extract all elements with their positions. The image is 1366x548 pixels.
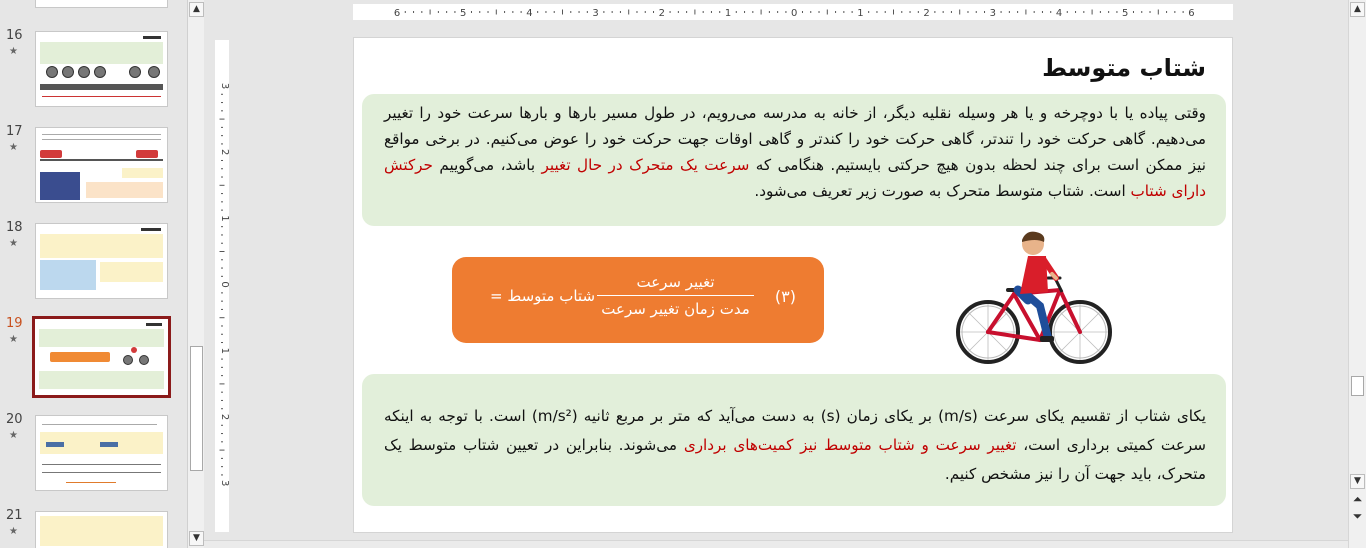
slide-thumbnail-pane bbox=[0, 0, 204, 548]
text-run: است. شتاب متوسط متحرک به صورت زیر تعریف می‌شود. bbox=[754, 182, 1131, 200]
ruler-label: 1 bbox=[857, 8, 864, 19]
ruler-label: 3 bbox=[989, 8, 996, 19]
thumbnail-scrollbar[interactable] bbox=[187, 0, 204, 548]
highlighted-text: تغییر سرعت و شتاب متوسط نیز کمیت‌های برداری bbox=[683, 436, 1017, 454]
animation-star-icon: ★ bbox=[9, 238, 18, 249]
ruler-label: 3 bbox=[592, 8, 599, 19]
ruler-label: 5 bbox=[460, 8, 467, 19]
scroll-down-button[interactable]: ▼ bbox=[1350, 474, 1365, 489]
horizontal-ruler[interactable] bbox=[353, 4, 1233, 20]
vertical-ruler[interactable] bbox=[215, 40, 229, 532]
previous-slide-button[interactable]: ⏶ bbox=[1352, 492, 1363, 506]
text-run: وقتی پیاده یا با دوچرخه و یا هر وسیله نقلیه دیگر، از خانه به مدرسه می‌رویم، در طول مسیر بارها و بارها سرعت خود را تغییر می‌دهیم. گاهی حرکت خود را تندتر، گاهی حرکت خود را کندتر و گاهی اوقات جهت حرکت خود را عوض می‌کنیم. در برخی مواقع نیز ممکن است برای چند لحظه بدون هیچ حرکتی بایستیم. هنگامی که bbox=[384, 104, 1206, 174]
ruler-label: 4 bbox=[1055, 8, 1063, 19]
thumbnail-slide-16[interactable] bbox=[35, 31, 168, 107]
ruler-label: 2 bbox=[923, 8, 930, 19]
animation-star-icon: ★ bbox=[9, 526, 18, 537]
slide-scrollbar[interactable] bbox=[1348, 0, 1366, 548]
thumbnail-slide-17[interactable] bbox=[35, 127, 168, 203]
formula-box[interactable] bbox=[452, 257, 824, 343]
text-run: یکای شتاب از تقسیم یکای سرعت (m/s) بر یکای زمان (s) به دست می‌آید که متر بر مربع ثانیه (m/s²) است. با توجه به اینکه سرعت کمیتی برداری است، bbox=[384, 407, 1207, 454]
fraction bbox=[597, 273, 754, 318]
ruler-label: 3 bbox=[219, 480, 229, 487]
thumbnail-slide-20[interactable] bbox=[35, 415, 168, 491]
equation-number: (۳) bbox=[774, 287, 796, 306]
thumbnail-slide-21[interactable] bbox=[35, 511, 168, 548]
thumbnail-slide-18[interactable] bbox=[35, 223, 168, 299]
slide-title[interactable]: شتاب متوسط bbox=[1042, 54, 1206, 82]
text-run: باشد، می‌گوییم bbox=[432, 156, 542, 174]
ruler-label: 1 bbox=[724, 8, 732, 19]
thumbnail-number: 21 bbox=[6, 508, 23, 523]
animation-star-icon: ★ bbox=[9, 334, 18, 345]
scroll-thumb[interactable] bbox=[1351, 376, 1364, 396]
ruler-label: 1 bbox=[219, 215, 229, 222]
thumbnail-number: 18 bbox=[6, 220, 23, 235]
text-run: می‌شوند. بنابراین در تعیین شتاب متوسط یک متحرک، باید جهت آن را نیز مشخص کنیم. bbox=[384, 436, 1206, 483]
thumbnail-number: 16 bbox=[6, 28, 23, 43]
thumbnail-number: 17 bbox=[6, 124, 23, 139]
scroll-up-button[interactable]: ▲ bbox=[189, 2, 204, 17]
fraction-numerator: تغییر سرعت bbox=[597, 273, 754, 296]
scroll-thumb[interactable] bbox=[190, 346, 203, 471]
cyclist-illustration[interactable] bbox=[956, 228, 1112, 372]
fraction-denominator: مدت زمان تغییر سرعت bbox=[601, 300, 750, 318]
ruler-label: 3 bbox=[219, 82, 229, 90]
ruler-ticks bbox=[353, 4, 1233, 20]
animation-star-icon: ★ bbox=[9, 46, 18, 57]
formula-left-side: شتاب متوسط = bbox=[490, 287, 596, 305]
scroll-down-button[interactable]: ▼ bbox=[189, 531, 204, 546]
ruler-label: 0 bbox=[219, 281, 229, 288]
next-slide-button[interactable]: ⏷ bbox=[1352, 509, 1363, 523]
ruler-label: 5 bbox=[1122, 8, 1129, 19]
ruler-label: 6 bbox=[1188, 8, 1195, 19]
units-text-box[interactable] bbox=[362, 374, 1226, 506]
ruler-label: 0 bbox=[791, 8, 798, 19]
ruler-label: 2 bbox=[219, 149, 229, 156]
scroll-up-button[interactable]: ▲ bbox=[1350, 2, 1365, 17]
ruler-label: 1 bbox=[219, 347, 229, 354]
highlighted-text: حرکتش دارای شتاب bbox=[384, 156, 1206, 200]
ruler-ticks bbox=[215, 40, 229, 532]
ruler-label: 6 bbox=[393, 8, 401, 19]
animation-star-icon: ★ bbox=[9, 142, 18, 153]
ruler-label: 2 bbox=[219, 413, 229, 421]
thumbnail-number-active: 19 bbox=[6, 316, 23, 331]
slide-canvas[interactable] bbox=[353, 37, 1233, 533]
animation-star-icon: ★ bbox=[9, 430, 18, 441]
highlighted-text: سرعت یک متحرک در حال تغییر bbox=[541, 156, 750, 174]
horizontal-scrollbar[interactable] bbox=[204, 540, 1348, 548]
thumbnail-slide-19-selected[interactable] bbox=[32, 316, 171, 398]
intro-text-box[interactable] bbox=[362, 94, 1226, 226]
thumbnail-number: 20 bbox=[6, 412, 23, 427]
ruler-label: 2 bbox=[658, 8, 665, 19]
ruler-label: 4 bbox=[526, 8, 533, 19]
thumbnail-slide-15[interactable] bbox=[35, 0, 168, 8]
